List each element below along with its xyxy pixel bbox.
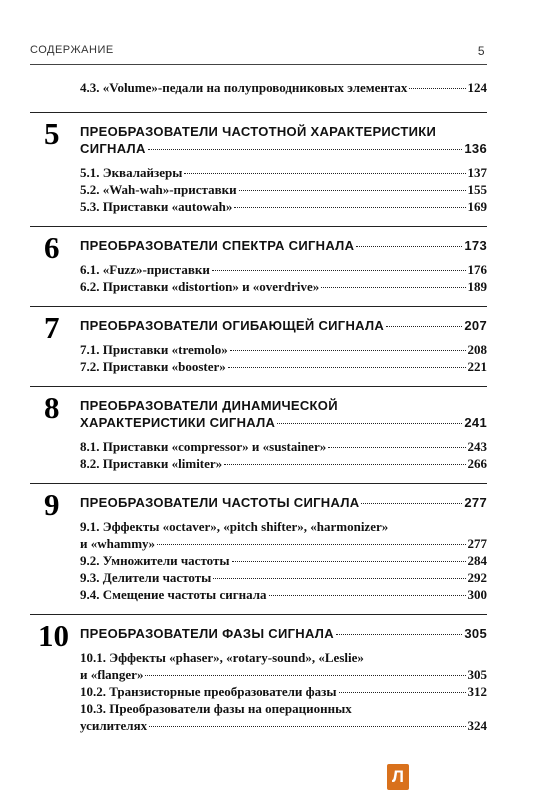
toc-entry: 5.2. «Wah-wah»-приставки 155	[80, 182, 487, 197]
toc-entry-first-line: 10.1. Эффекты «phaser», «rotary-sound», «Leslie»	[80, 650, 364, 665]
toc-entry: усилителях 324	[80, 718, 487, 733]
chapter-title-line: СИГНАЛА 136	[80, 141, 487, 156]
chapter-number: 8	[44, 390, 60, 425]
chapter-title-line: ПРЕОБРАЗОВАТЕЛИ ЧАСТОТЫ СИГНАЛА 277	[80, 495, 487, 510]
chapter-divider	[30, 112, 487, 113]
chapter-title-line: ПРЕОБРАЗОВАТЕЛИ ФАЗЫ СИГНАЛА 305	[80, 626, 487, 641]
chapter-title-line: ПРЕОБРАЗОВАТЕЛИ СПЕКТРА СИГНАЛА 173	[80, 238, 487, 253]
toc-entry: 6.1. «Fuzz»-приставки 176	[80, 262, 487, 277]
toc-entry: 9.3. Делители частоты 292	[80, 570, 487, 585]
toc-entry-first-line: 9.1. Эффекты «octaver», «pitch shifter», «harmonizer»	[80, 519, 389, 534]
running-head	[30, 44, 487, 65]
toc-entry: 4.3. «Volume»-педали на полупроводниковых элементах 124	[80, 80, 487, 95]
toc-entry: 10.2. Транзисторные преобразователи фазы 312	[80, 684, 487, 699]
publisher-logo: Л	[387, 764, 409, 790]
chapter-title: ПРЕОБРАЗОВАТЕЛИ ЧАСТОТНОЙ ХАРАКТЕРИСТИКИ	[80, 124, 437, 139]
toc-entry: 5.1. Эквалайзеры 137	[80, 165, 487, 180]
chapter-title-line: ПРЕОБРАЗОВАТЕЛИ ОГИБАЮЩЕЙ СИГНАЛА 207	[80, 318, 487, 333]
toc-entry: 9.4. Смещение частоты сигнала 300	[80, 587, 487, 602]
chapter-number: 6	[44, 230, 60, 265]
chapter-title: ПРЕОБРАЗОВАТЕЛИ ДИНАМИЧЕСКОЙ	[80, 398, 338, 413]
chapter-number: 10	[38, 618, 69, 653]
chapter-number: 9	[44, 487, 60, 522]
chapter-title-line: ХАРАКТЕРИСТИКИ СИГНАЛА 241	[80, 415, 487, 430]
chapter-divider	[30, 306, 487, 307]
toc-entry: 7.2. Приставки «booster» 221	[80, 359, 487, 374]
chapter-divider	[30, 386, 487, 387]
toc-entry: 8.1. Приставки «compressor» и «sustainer» 243	[80, 439, 487, 454]
running-head-title: СОДЕРЖАНИЕ	[30, 44, 114, 56]
page-number: 5	[477, 44, 485, 58]
toc-entry: 8.2. Приставки «limiter» 266	[80, 456, 487, 471]
toc-entry: и «flanger» 305	[80, 667, 487, 682]
toc-entry: и «whammy» 277	[80, 536, 487, 551]
toc-entry-first-line: 10.3. Преобразователи фазы на операционных	[80, 701, 352, 716]
toc-entry: 6.2. Приставки «distortion» и «overdrive» 189	[80, 279, 487, 294]
chapter-divider	[30, 614, 487, 615]
chapter-number: 5	[44, 116, 60, 151]
toc-entry: 5.3. Приставки «autowah» 169	[80, 199, 487, 214]
leader-dots	[148, 148, 463, 150]
toc-entry: 7.1. Приставки «tremolo» 208	[80, 342, 487, 357]
chapter-divider	[30, 226, 487, 227]
toc-entry: 9.2. Умножители частоты 284	[80, 553, 487, 568]
leader-dots	[409, 87, 465, 89]
chapter-divider	[30, 483, 487, 484]
chapter-number: 7	[44, 310, 60, 345]
